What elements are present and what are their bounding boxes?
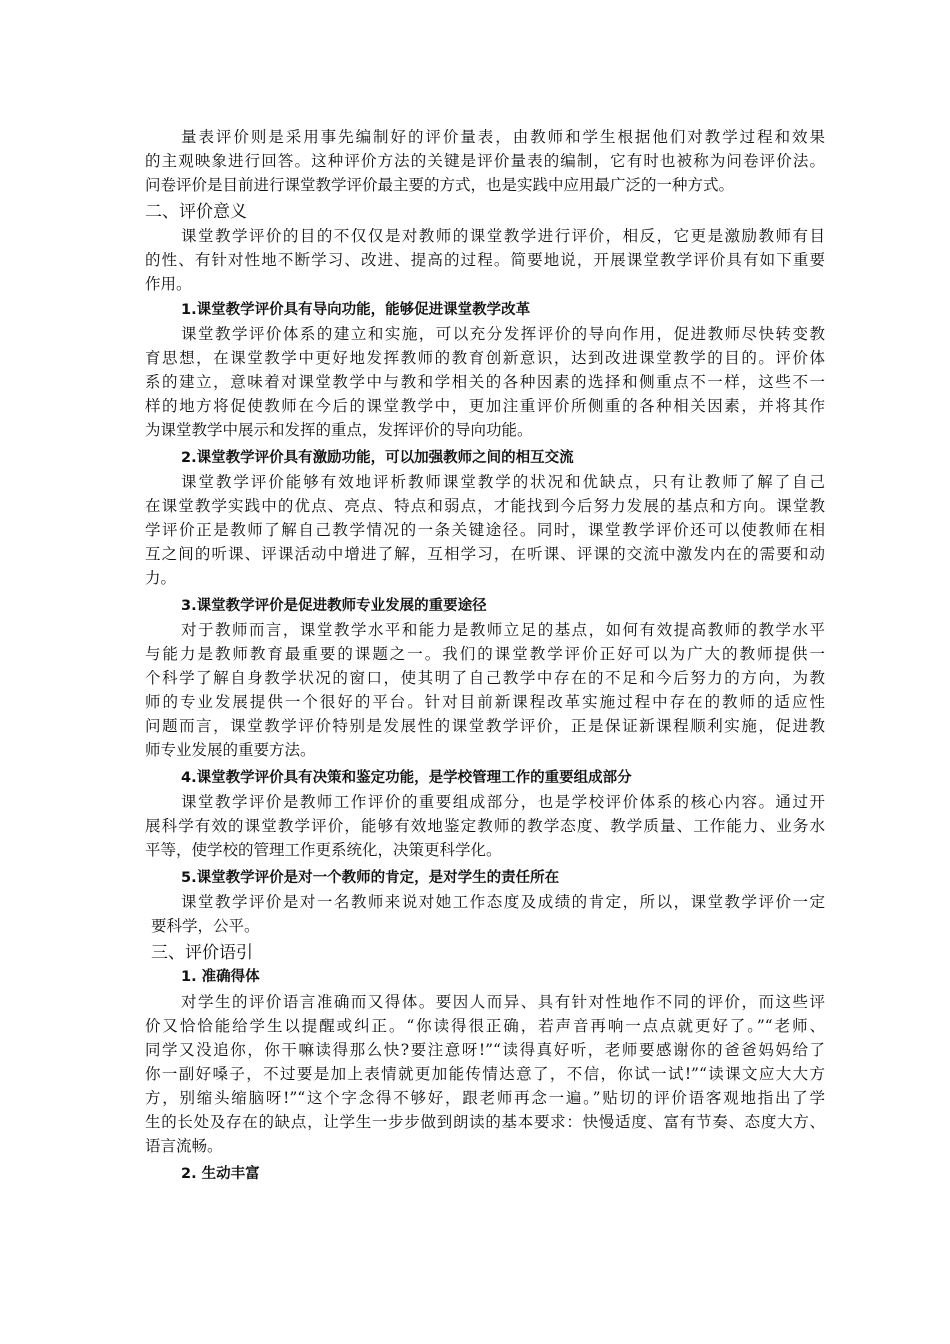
paragraph-line: 系的建立，意味着对课堂教学中与教和学相关的各种因素的选择和侧重点不一样，这些不一 [145, 373, 825, 391]
paragraph-line: 样的地方将促使教师在今后的课堂教学中，更加注重评价所侧重的各种相关因素，并将其作 [145, 397, 825, 415]
paragraph-line: 平等，使学校的管理工作更系统化，决策更科学化。 [145, 841, 502, 859]
paragraph-line: 在课堂教学实践中的优点、亮点、特点和弱点，才能找到今后努力发展的基点和方向。课堂教 [145, 497, 825, 515]
intro-line: 问卷评价是目前进行课堂教学评价最主要的方式，也是实践中应用最广泛的一种方式。 [145, 176, 735, 194]
subheading-accurate: 1. 准确得体 [181, 969, 260, 985]
paragraph-line: 生的长处及存在的缺点，让学生一步步做到朗读的基本要求：快慢适度、富有节奏、态度大方、 [145, 1113, 825, 1131]
paragraph-line: 为课堂教学中展示和发挥的重点，发挥评价的导向功能。 [145, 421, 533, 439]
intro-line: 的主观映象进行回答。这种评价方法的关键是评价量表的编制，它有时也被称为问卷评价法。 [145, 152, 825, 170]
subheading-affirmation: 5.课堂教学评价是对一个教师的肯定，是对学生的责任所在 [181, 870, 560, 886]
paragraph-line: 课堂教学评价的目的不仅仅是对教师的课堂教学进行评价，相反，它更是激励教师有目 [181, 227, 825, 245]
subheading-guidance-function: 1.课堂教学评价具有导向功能，能够促进课堂教学改革 [181, 302, 531, 318]
paragraph-line: 课堂教学评价是教师工作评价的重要组成部分，也是学校评价体系的核心内容。通过开 [181, 793, 825, 811]
paragraph-line: 语言流畅。 [145, 1137, 223, 1155]
paragraph-line: 价又恰恰能给学生以提醒或纠正。“你读得很正确，若声音再响一点点就更好了。”“老师、 [145, 1017, 825, 1035]
paragraph-line: 学评价正是教师了解自己教学情况的一条关键途径。同时，课堂教学评价还可以使教师在相 [145, 521, 825, 539]
paragraph-line: 方，别缩头缩脑呀!”“这个字念得不够好，跟老师再念一遍。”贴切的评价语客观地指出了学 [145, 1089, 825, 1107]
paragraph-line: 展科学有效的课堂教学评价，能够有效地鉴定教师的教学态度、教学质量、工作能力、业务水 [145, 817, 825, 835]
paragraph-line: 作用。 [145, 275, 192, 293]
paragraph-line: 问题而言，课堂教学评价特别是发展性的课堂教学评价，正是保证新课程顺利实施，促进教 [145, 717, 825, 735]
paragraph-line: 互之间的听课、评课活动中增进了解，互相学习，在听课、评课的交流中激发内在的需要和动 [145, 545, 825, 563]
paragraph-line: 力。 [145, 569, 177, 587]
section-heading-significance: 二、评价意义 [145, 202, 247, 222]
paragraph-line: 要科学，公平。 [151, 917, 260, 935]
paragraph-line: 课堂教学评价能够有效地评析教师课堂教学的状况和优缺点，只有让教师了解了自己 [181, 473, 825, 491]
paragraph-line: 师的专业发展提供一个很好的平台。针对目前新课程改革实施过程中存在的教师的适应性 [145, 693, 825, 711]
paragraph-line: 你一副好嗓子，不过要是加上表情就更加能传情达意了，不信，你试一试!”“读课文应大大方 [145, 1065, 825, 1083]
intro-line: 量表评价则是采用事先编制好的评价量表，由教师和学生根据他们对教学过程和效果 [181, 128, 825, 146]
paragraph-line: 课堂教学评价体系的建立和实施，可以充分发挥评价的导向作用，促进教师尽快转变教 [181, 325, 825, 343]
paragraph-line: 育思想，在课堂教学中更好地发挥教师的教育创新意识，达到改进课堂教学的目的。评价体 [145, 349, 825, 367]
section-heading-evaluation-language: 三、评价语引 [151, 943, 253, 963]
subheading-decision-function: 4.课堂教学评价具有决策和鉴定功能，是学校管理工作的重要组成部分 [181, 770, 632, 786]
subheading-incentive-function: 2.课堂教学评价具有激励功能，可以加强教师之间的相互交流 [181, 450, 574, 466]
paragraph-line: 师专业发展的重要方法。 [145, 741, 316, 759]
paragraph-line: 对学生的评价语言准确而又得体。要因人而异、具有针对性地作不同的评价，而这些评 [181, 993, 825, 1011]
paragraph-line: 同学又没追你，你干嘛读得那么快?要注意呀!”“读得真好听，老师要感谢你的爸爸妈妈给了 [145, 1041, 825, 1059]
paragraph-line: 课堂教学评价是对一名教师来说对她工作态度及成绩的肯定，所以，课堂教学评价一定 [181, 893, 825, 911]
paragraph-line: 与能力是教师教育最重要的课题之一。我们的课堂教学评价正好可以为广大的教师提供一 [145, 645, 825, 663]
subheading-vivid: 2. 生动丰富 [181, 1166, 260, 1182]
paragraph-line: 对于教师而言，课堂教学水平和能力是教师立足的基点，如何有效提高教师的教学水平 [181, 621, 825, 639]
paragraph-line: 的性、有针对性地不断学习、改进、提高的过程。简要地说，开展课堂教学评价具有如下重要 [145, 251, 825, 269]
paragraph-line: 个科学了解自身教学状况的窗口，使其明了自己教学中存在的不足和今后努力的方向，为教 [145, 669, 825, 687]
subheading-professional-development: 3.课堂教学评价是促进教师专业发展的重要途径 [181, 598, 487, 614]
